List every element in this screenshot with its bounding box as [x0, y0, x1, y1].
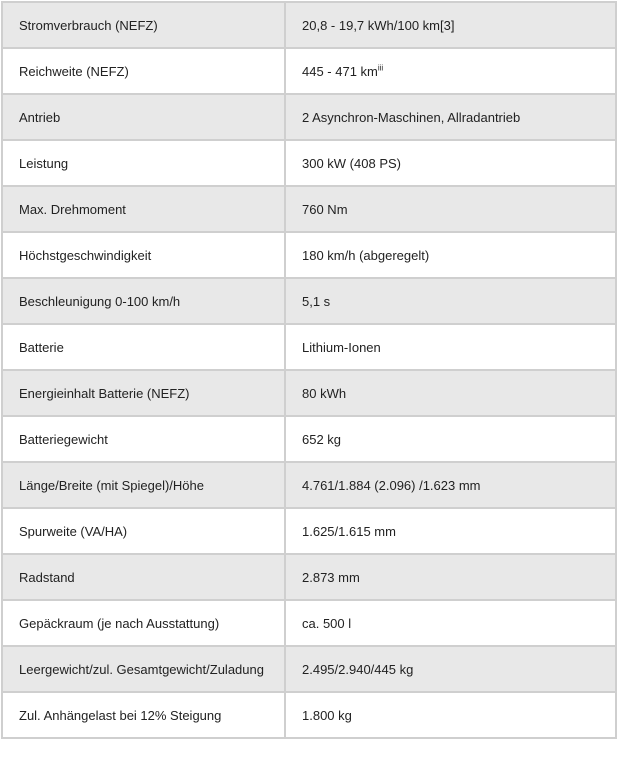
spec-label: Leistung	[2, 140, 285, 186]
spec-label: Energieinhalt Batterie (NEFZ)	[2, 370, 285, 416]
spec-value: 760 Nm	[285, 186, 616, 232]
table-row	[2, 2, 616, 48]
spec-label: Batterie	[2, 324, 285, 370]
spec-label: Höchstgeschwindigkeit	[2, 232, 285, 278]
spec-value: 5,1 s	[285, 278, 616, 324]
table-row	[2, 646, 616, 692]
spec-value: ca. 500 l	[285, 600, 616, 646]
spec-value-text: 445 - 471 km	[302, 63, 378, 79]
spec-label: Gepäckraum (je nach Ausstattung)	[2, 600, 285, 646]
spec-label: Länge/Breite (mit Spiegel)/Höhe	[2, 462, 285, 508]
spec-value: Lithium-Ionen	[285, 324, 616, 370]
footnote-marker: iii	[377, 63, 384, 73]
spec-label: Beschleunigung 0-100 km/h	[2, 278, 285, 324]
table-row	[2, 48, 616, 94]
table-row	[2, 140, 616, 186]
spec-value: 2.873 mm	[285, 554, 616, 600]
spec-label: Antrieb	[2, 94, 285, 140]
table-row	[2, 370, 616, 416]
spec-value: 1.800 kg	[285, 692, 616, 738]
spec-value: 652 kg	[285, 416, 616, 462]
spec-table	[1, 1, 617, 739]
table-row	[2, 416, 616, 462]
table-row	[2, 462, 616, 508]
table-row	[2, 186, 616, 232]
spec-value: 1.625/1.615 mm	[285, 508, 616, 554]
spec-value	[285, 48, 616, 94]
spec-label: Stromverbrauch (NEFZ)	[2, 2, 285, 48]
table-row	[2, 278, 616, 324]
spec-value: 180 km/h (abgeregelt)	[285, 232, 616, 278]
spec-value: 2.495/2.940/445 kg	[285, 646, 616, 692]
table-row	[2, 324, 616, 370]
table-row	[2, 232, 616, 278]
spec-value: 4.761/1.884 (2.096) /1.623 mm	[285, 462, 616, 508]
spec-label: Zul. Anhängelast bei 12% Steigung	[2, 692, 285, 738]
spec-label: Reichweite (NEFZ)	[2, 48, 285, 94]
table-row	[2, 692, 616, 738]
spec-value: 20,8 - 19,7 kWh/100 km[3]	[285, 2, 616, 48]
spec-label: Radstand	[2, 554, 285, 600]
table-row	[2, 94, 616, 140]
spec-label: Batteriegewicht	[2, 416, 285, 462]
table-row	[2, 554, 616, 600]
spec-value: 80 kWh	[285, 370, 616, 416]
spec-label: Leergewicht/zul. Gesamtgewicht/Zuladung	[2, 646, 285, 692]
table-row	[2, 600, 616, 646]
spec-value: 300 kW (408 PS)	[285, 140, 616, 186]
spec-value: 2 Asynchron-Maschinen, Allradantrieb	[285, 94, 616, 140]
table-row	[2, 508, 616, 554]
spec-label: Max. Drehmoment	[2, 186, 285, 232]
spec-label: Spurweite (VA/HA)	[2, 508, 285, 554]
